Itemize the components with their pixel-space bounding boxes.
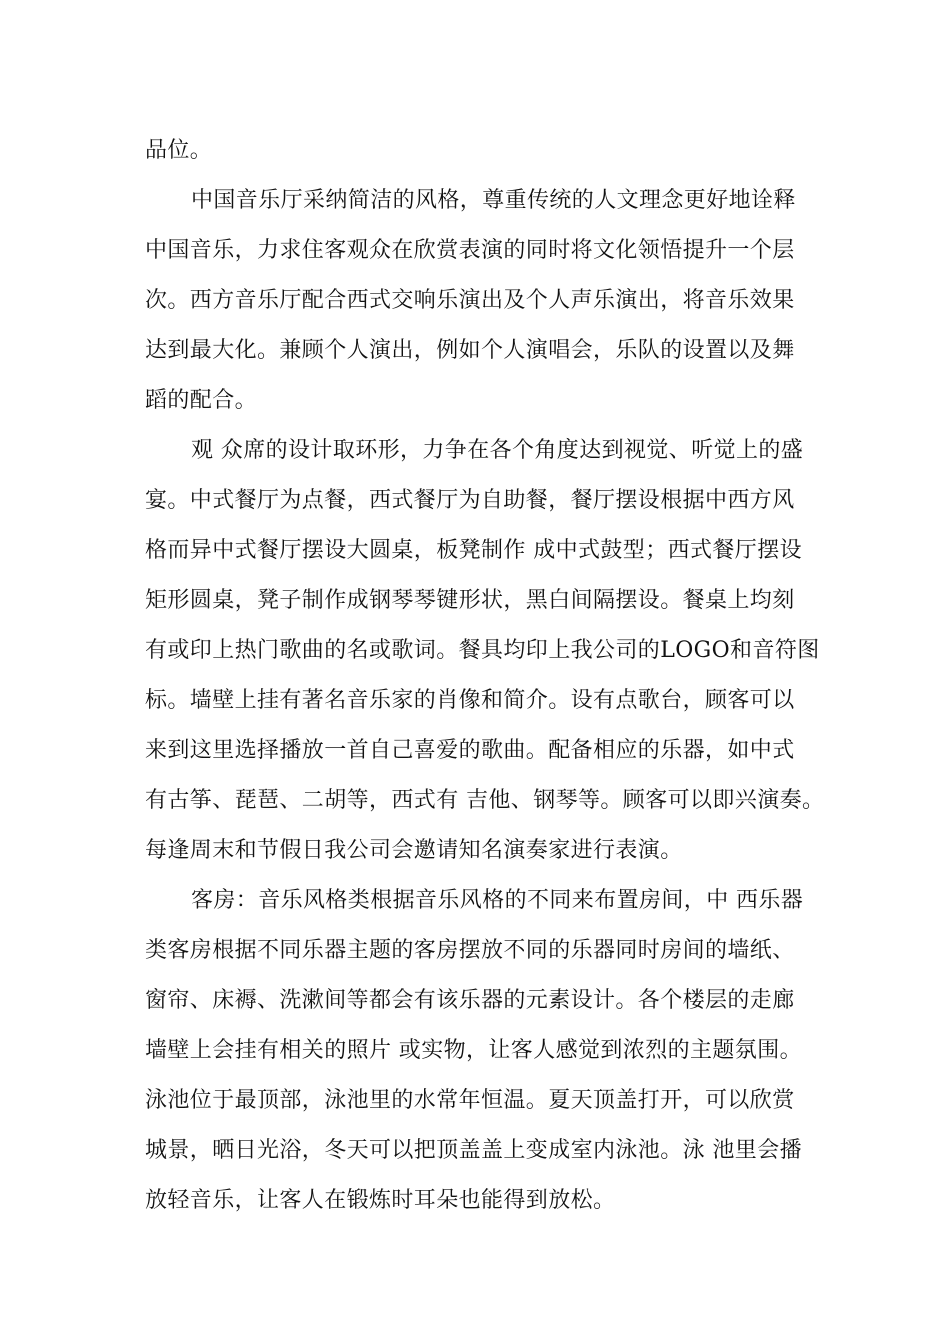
text-line: 墙壁上会挂有相关的照片 或实物，让客人感觉到浓烈的主题氛围。 bbox=[145, 1038, 802, 1063]
text-line: 有或印上热门歌曲的名或歌词。餐具均印上我公司的LOGO和音符图 bbox=[145, 638, 820, 663]
text-line: 矩形圆桌，凳子制作成钢琴琴键形状，黑白间隔摆设。餐桌上均刻 bbox=[145, 588, 795, 613]
text-line: 宴。中式餐厅为点餐，西式餐厅为自助餐，餐厅摆设根据中西方风 bbox=[145, 488, 795, 513]
paragraph-first-line: 客房：音乐风格类根据音乐风格的不同来布置房间，中 西乐器 bbox=[191, 888, 804, 913]
text-line: 蹈的配合。 bbox=[145, 388, 258, 413]
text-line: 标。墙壁上挂有著名音乐家的肖像和简介。设有点歌台，顾客可以 bbox=[145, 688, 795, 713]
text-line: 格而异中式餐厅摆设大圆桌，板凳制作 成中式鼓型；西式餐厅摆设 bbox=[145, 538, 802, 563]
text-line: 有古筝、琵琶、二胡等，西式有 吉他、钢琴等。顾客可以即兴演奏。 bbox=[145, 788, 825, 813]
paragraph-first-line: 中国音乐厅采纳简洁的风格，尊重传统的人文理念更好地诠释 bbox=[191, 188, 796, 213]
text-line: 品位。 bbox=[145, 138, 213, 163]
text-line: 达到最大化。兼顾个人演出，例如个人演唱会，乐队的设置以及舞 bbox=[145, 338, 795, 363]
text-line: 来到这里选择播放一首自己喜爱的歌曲。配备相应的乐器，如中式 bbox=[145, 738, 795, 763]
text-line: 放轻音乐，让客人在锻炼时耳朵也能得到放松。 bbox=[145, 1188, 616, 1213]
text-line: 中国音乐，力求住客观众在欣赏表演的同时将文化领悟提升一个层 bbox=[145, 238, 795, 263]
text-line: 次。西方音乐厅配合西式交响乐演出及个人声乐演出，将音乐效果 bbox=[145, 288, 795, 313]
paragraph-first-line: 观 众席的设计取环形，力争在各个角度达到视觉、听觉上的盛 bbox=[191, 438, 804, 463]
text-line: 城景，晒日光浴，冬天可以把顶盖盖上变成室内泳池。泳 池里会播 bbox=[145, 1138, 802, 1163]
text-line: 泳池位于最顶部，泳池里的水常年恒温。夏天顶盖打开，可以欣赏 bbox=[145, 1088, 795, 1113]
text-line: 窗帘、床褥、洗漱间等都会有该乐器的元素设计。各个楼层的走廊 bbox=[145, 988, 795, 1013]
text-line: 每逢周末和节假日我公司会邀请知名演奏家进行表演。 bbox=[145, 838, 683, 863]
text-line: 类客房根据不同乐器主题的客房摆放不同的乐器同时房间的墙纸、 bbox=[145, 938, 795, 963]
